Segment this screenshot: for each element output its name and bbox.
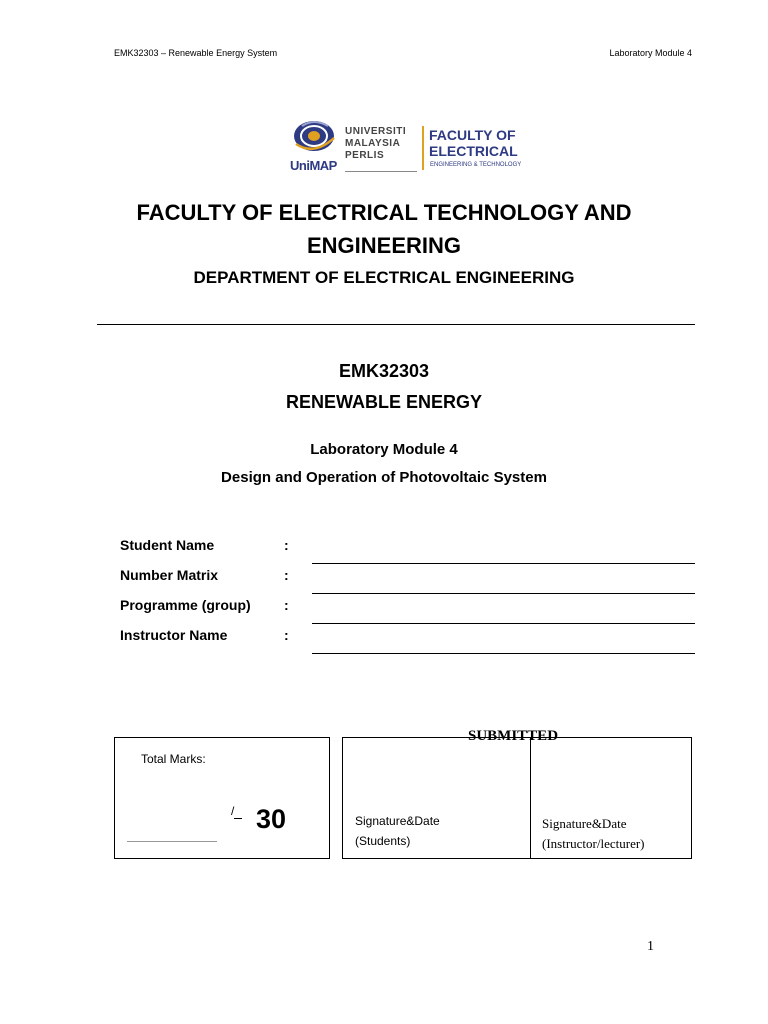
total-marks-box <box>114 737 330 859</box>
department-title: DEPARTMENT OF ELECTRICAL ENGINEERING <box>193 268 575 287</box>
submitted-box-divider <box>530 738 531 858</box>
university-logo <box>288 116 540 178</box>
number-matrix-label: Number Matrix <box>120 567 219 583</box>
faculty-line-2: ELECTRICAL <box>429 143 518 159</box>
total-marks-label: Total Marks: <box>141 752 206 766</box>
brand-name: UniMAP <box>290 158 337 173</box>
programme-line[interactable] <box>312 623 695 624</box>
marks-dash <box>234 818 242 819</box>
instructor-name-colon: : <box>284 627 289 643</box>
header-course: EMK32303 – Renewable Energy System <box>114 48 278 58</box>
instructor-signature-label: Signature&Date <box>542 816 627 831</box>
title-divider <box>97 324 695 325</box>
number-matrix-line[interactable] <box>312 593 695 594</box>
faculty-line-3: ENGINEERING & TECHNOLOGY <box>430 162 522 168</box>
module-subtitle: Design and Operation of Photovoltaic System <box>221 469 547 486</box>
instructor-name-label: Instructor Name <box>120 627 228 643</box>
submitted-box <box>342 737 692 859</box>
page-number: 1 <box>647 939 654 954</box>
student-signature-label: Signature&Date <box>355 814 440 828</box>
submitted-heading: SUBMITTED <box>468 728 559 744</box>
programme-label: Programme (group) <box>120 597 251 613</box>
student-name-line[interactable] <box>312 563 695 564</box>
faculty-line-1: FACULTY OF <box>429 127 516 143</box>
number-matrix-colon: : <box>284 567 289 583</box>
student-name-label: Student Name <box>120 537 215 553</box>
module-title: Laboratory Module 4 <box>310 441 458 458</box>
marks-score-line[interactable] <box>127 841 217 842</box>
student-role-label: (Students) <box>355 834 411 848</box>
logo-divider <box>422 126 424 170</box>
programme-colon: : <box>284 597 289 613</box>
course-name: RENEWABLE ENERGY <box>285 392 483 412</box>
marks-slash: / <box>231 804 235 818</box>
faculty-title-line-2: ENGINEERING <box>306 233 462 258</box>
univ-line-3: PERLIS <box>345 150 385 161</box>
header-module: Laboratory Module 4 <box>609 48 692 58</box>
logo-underline <box>345 171 417 172</box>
univ-line-2: MALAYSIA <box>345 138 401 149</box>
student-name-colon: : <box>284 537 289 553</box>
instructor-name-line[interactable] <box>312 653 695 654</box>
course-code: EMK32303 <box>338 361 430 381</box>
faculty-title-line-1: FACULTY OF ELECTRICAL TECHNOLOGY AND <box>136 200 632 225</box>
instructor-role-label: (Instructor/lecturer) <box>542 836 645 851</box>
univ-line-1: UNIVERSITI <box>345 126 407 137</box>
marks-total: 30 <box>256 804 287 834</box>
